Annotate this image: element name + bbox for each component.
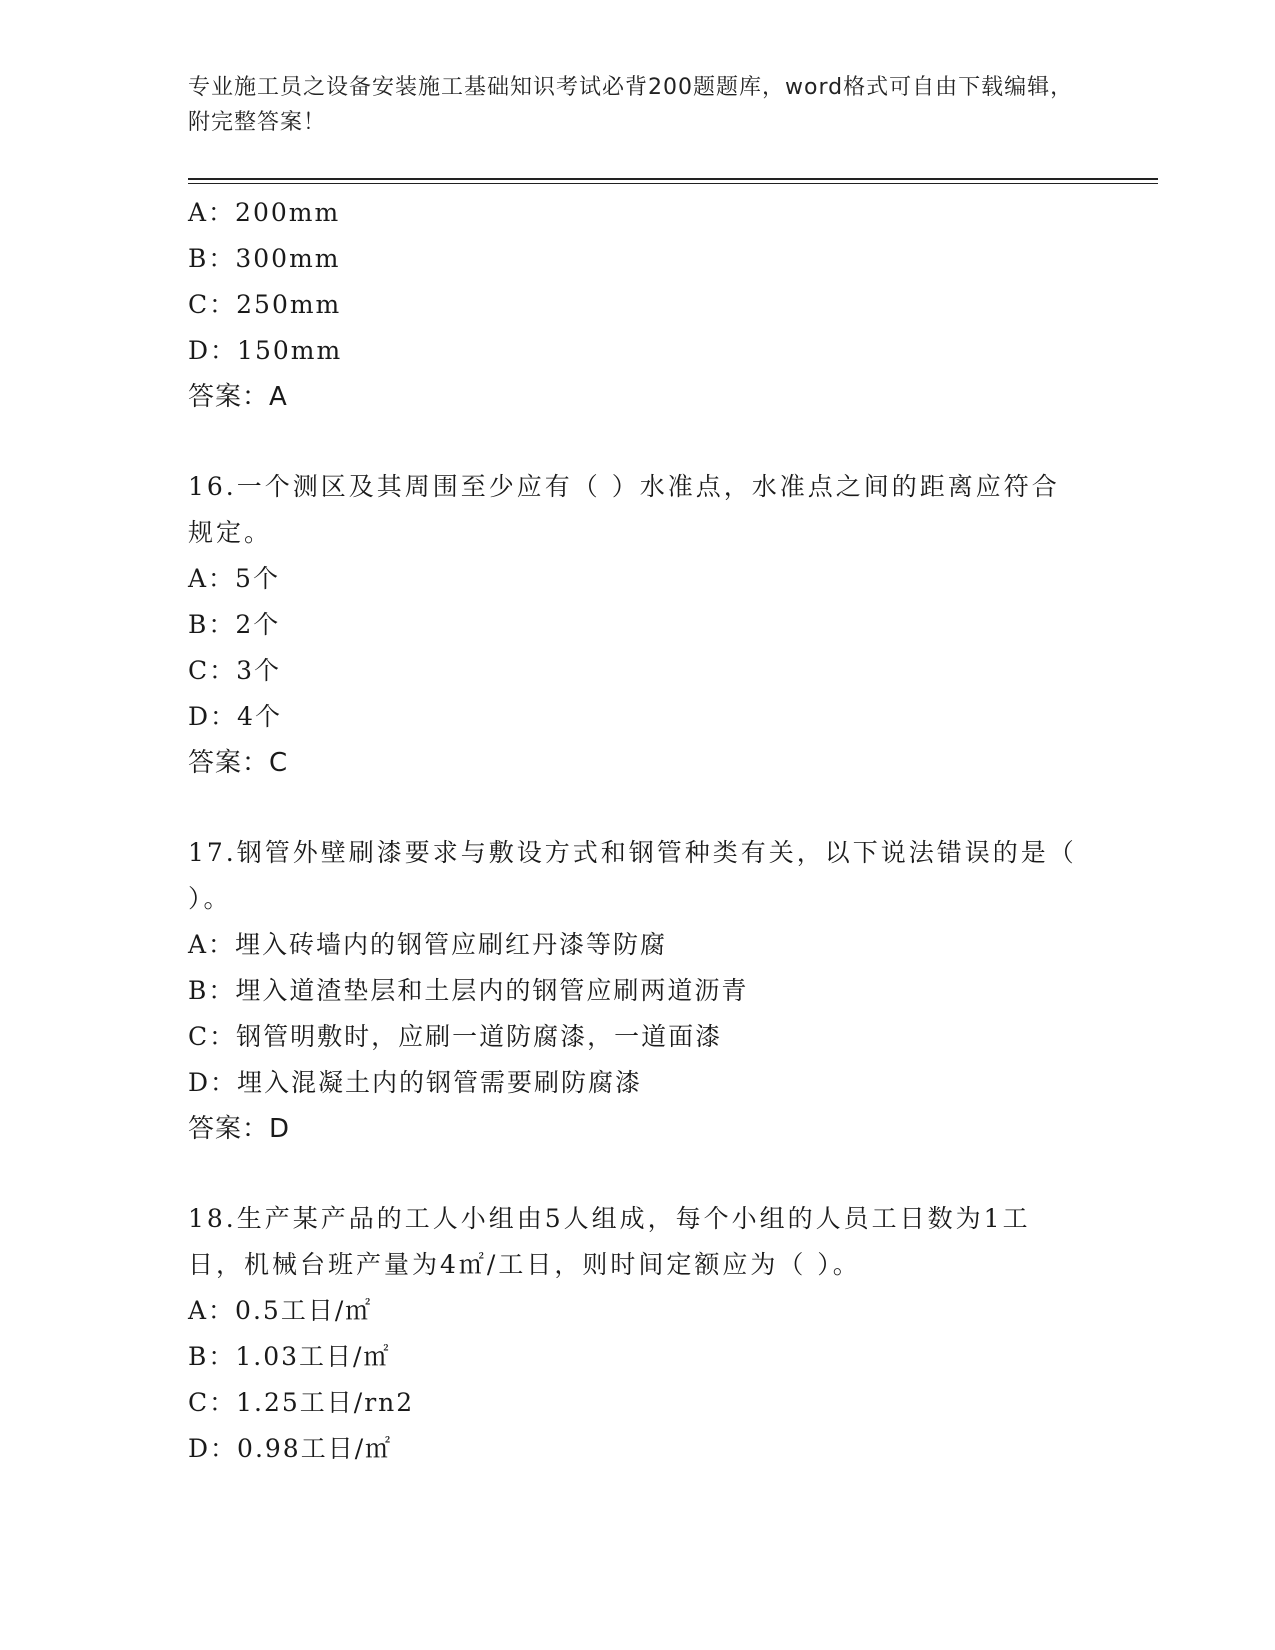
option-d: D：埋入混凝土内的钢管需要刷防腐漆 <box>188 1068 643 1097</box>
option-b: B：埋入道渣垫层和土层内的钢管应刷两道沥青 <box>188 976 749 1005</box>
option-c: C：钢管明敷时，应刷一道防腐漆，一道面漆 <box>188 1022 723 1051</box>
option-c: C：1.25工日/rn2 <box>188 1388 415 1417</box>
option-b: B：1.03工日/㎡ <box>188 1342 391 1371</box>
answer-label: 答案：D <box>188 1114 291 1144</box>
question-text: 16.一个测区及其周围至少应有（ ）水准点，水准点之间的距离应符合规定。 <box>188 472 1060 547</box>
answer-label: 答案：C <box>188 748 289 778</box>
question-18 <box>188 1196 1088 1472</box>
header-divider-thick <box>188 178 1158 180</box>
document-header: 专业施工员之设备安装施工基础知识考试必背200题题库，word格式可自由下载编辑，附完整答案！ <box>188 75 1074 135</box>
question-15 <box>188 190 1088 420</box>
option-b: B：300mm <box>188 244 341 273</box>
option-a: A：埋入砖墙内的钢管应刷红丹漆等防腐 <box>188 930 668 959</box>
question-list <box>188 190 1088 1472</box>
answer-label: 答案：A <box>188 382 288 412</box>
option-d: D：150mm <box>188 336 343 365</box>
question-17 <box>188 830 1088 1152</box>
header-divider-thin <box>188 183 1158 184</box>
question-16 <box>188 464 1088 786</box>
option-d: D：4个 <box>188 702 282 731</box>
option-b: B：2个 <box>188 610 281 639</box>
option-d: D：0.98工日/㎡ <box>188 1434 393 1463</box>
option-a: A：5个 <box>188 564 280 593</box>
question-text: 18.生产某产品的工人小组由5人组成，每个小组的人员工日数为1工日，机械台班产量为4㎡/工日，则时间定额应为（ ）。 <box>188 1204 1031 1279</box>
option-c: C：250mm <box>188 290 342 319</box>
question-text: 17.钢管外壁刷漆要求与敷设方式和钢管种类有关，以下说法错误的是（ ）。 <box>188 838 1077 913</box>
option-c: C：3个 <box>188 656 282 685</box>
option-a: A：0.5工日/㎡ <box>188 1296 373 1325</box>
option-a: A：200mm <box>188 198 341 227</box>
